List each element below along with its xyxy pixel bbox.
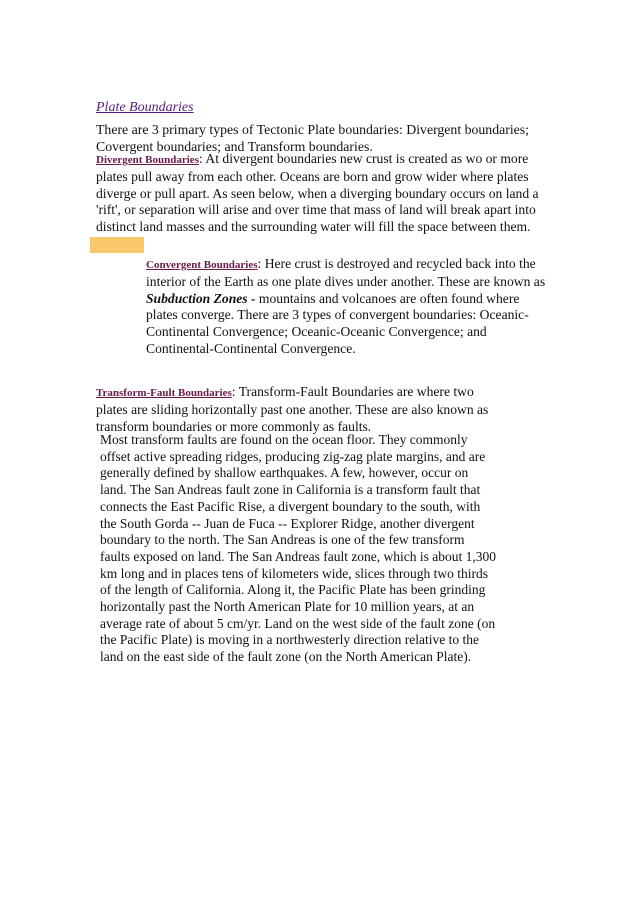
convergent-line: interior of the Earth as one plate dives under another. These are known as (146, 273, 546, 289)
paragraph-line: the Pacific Plate) is moving in a northwesterly direction relative to the (100, 632, 480, 648)
divergent-line: distinct land masses and the surrounding water will fill the space between them. (96, 219, 531, 235)
transform-line: plates are sliding horizontally past one another. These are also known as (96, 401, 489, 417)
convergent-text: mountains and volcanoes are often found where (255, 290, 520, 306)
convergent-line: plates converge. There are 3 types of convergent boundaries: Oceanic- (146, 307, 529, 323)
convergent-line: Continental Convergence; Oceanic-Oceanic Convergence; and (146, 324, 487, 340)
paragraph-line: land. The San Andreas fault zone in California is a transform fault that (100, 482, 481, 498)
transform-line: transform boundaries or more commonly as faults. (96, 418, 372, 434)
transform-section (96, 384, 489, 435)
divergent-line: diverge or pull apart. As seen below, when a diverging boundary occurs on land a (96, 185, 539, 201)
paragraph-line: boundary to the north. The San Andreas is one of the few transform (100, 532, 465, 548)
divergent-boundaries-link[interactable]: Divergent Boundaries (96, 154, 199, 166)
intro-paragraph (96, 121, 529, 155)
transform-first-line (96, 384, 476, 402)
page-title: Plate Boundaries (96, 100, 194, 115)
intro-line: Covergent boundaries; and Transform boundaries. (96, 139, 373, 154)
divergent-text: : At divergent boundaries new crust is created as wo or more (198, 151, 529, 166)
paragraph-line: offset active spreading ridges, producing zig-zag plate margins, and are (100, 448, 486, 464)
transform-fault-boundaries-link[interactable]: Transform-Fault Boundaries (96, 387, 232, 399)
paragraph-line: faults exposed on land. The San Andreas fault zone, which is about 1,300 (100, 548, 497, 564)
divergent-line: plates pull away from each other. Oceans are born and grow wider where plates (96, 168, 529, 184)
paragraph-line: the South Gorda -- Juan de Fuca -- Explorer Ridge, another divergent (100, 515, 475, 531)
convergent-boundaries-link[interactable]: Convergent Boundaries (146, 259, 258, 271)
convergent-section (146, 256, 546, 358)
paragraph-line: land on the east side of the fault zone (on the North American Plate). (100, 649, 472, 665)
highlight-bar (90, 237, 144, 253)
paragraph-line: km long and in places tens of kilometers wide, slices through two thirds (100, 565, 489, 581)
convergent-text: : Here crust is destroyed and recycled back into the (257, 256, 536, 271)
paragraph-line: connects the East Pacific Rise, a divergent boundary to the south, with (100, 498, 481, 514)
subduction-zones-label: Subduction Zones - (146, 290, 256, 306)
paragraph-line: generally defined by shallow earthquakes. A few, however, occur on (100, 465, 469, 481)
divergent-line: 'rift', or separation will arise and over time that mass of land will break apart into (96, 202, 536, 218)
convergent-first-line (146, 256, 536, 274)
paragraph-line: Most transform faults are found on the ocean floor. They commonly (100, 432, 468, 447)
paragraph-line: of the length of California. Along it, the Pacific Plate has been grinding (100, 582, 486, 598)
paragraph-line: horizontally past the North American Plate for 10 million years, at an (100, 599, 475, 615)
transform-faults-paragraph (100, 432, 497, 666)
paragraph-line: average rate of about 5 cm/yr. Land on the west side of the fault zone (on (100, 615, 496, 631)
divergent-section (96, 151, 539, 236)
transform-text: : Transform-Fault Boundaries are where two (231, 384, 474, 399)
intro-line: There are 3 primary types of Tectonic Plate boundaries: Divergent boundaries; (96, 122, 529, 137)
convergent-subduction-line (146, 291, 536, 308)
convergent-line: Continental-Continental Convergence. (146, 340, 356, 356)
divergent-first-line (96, 151, 536, 169)
